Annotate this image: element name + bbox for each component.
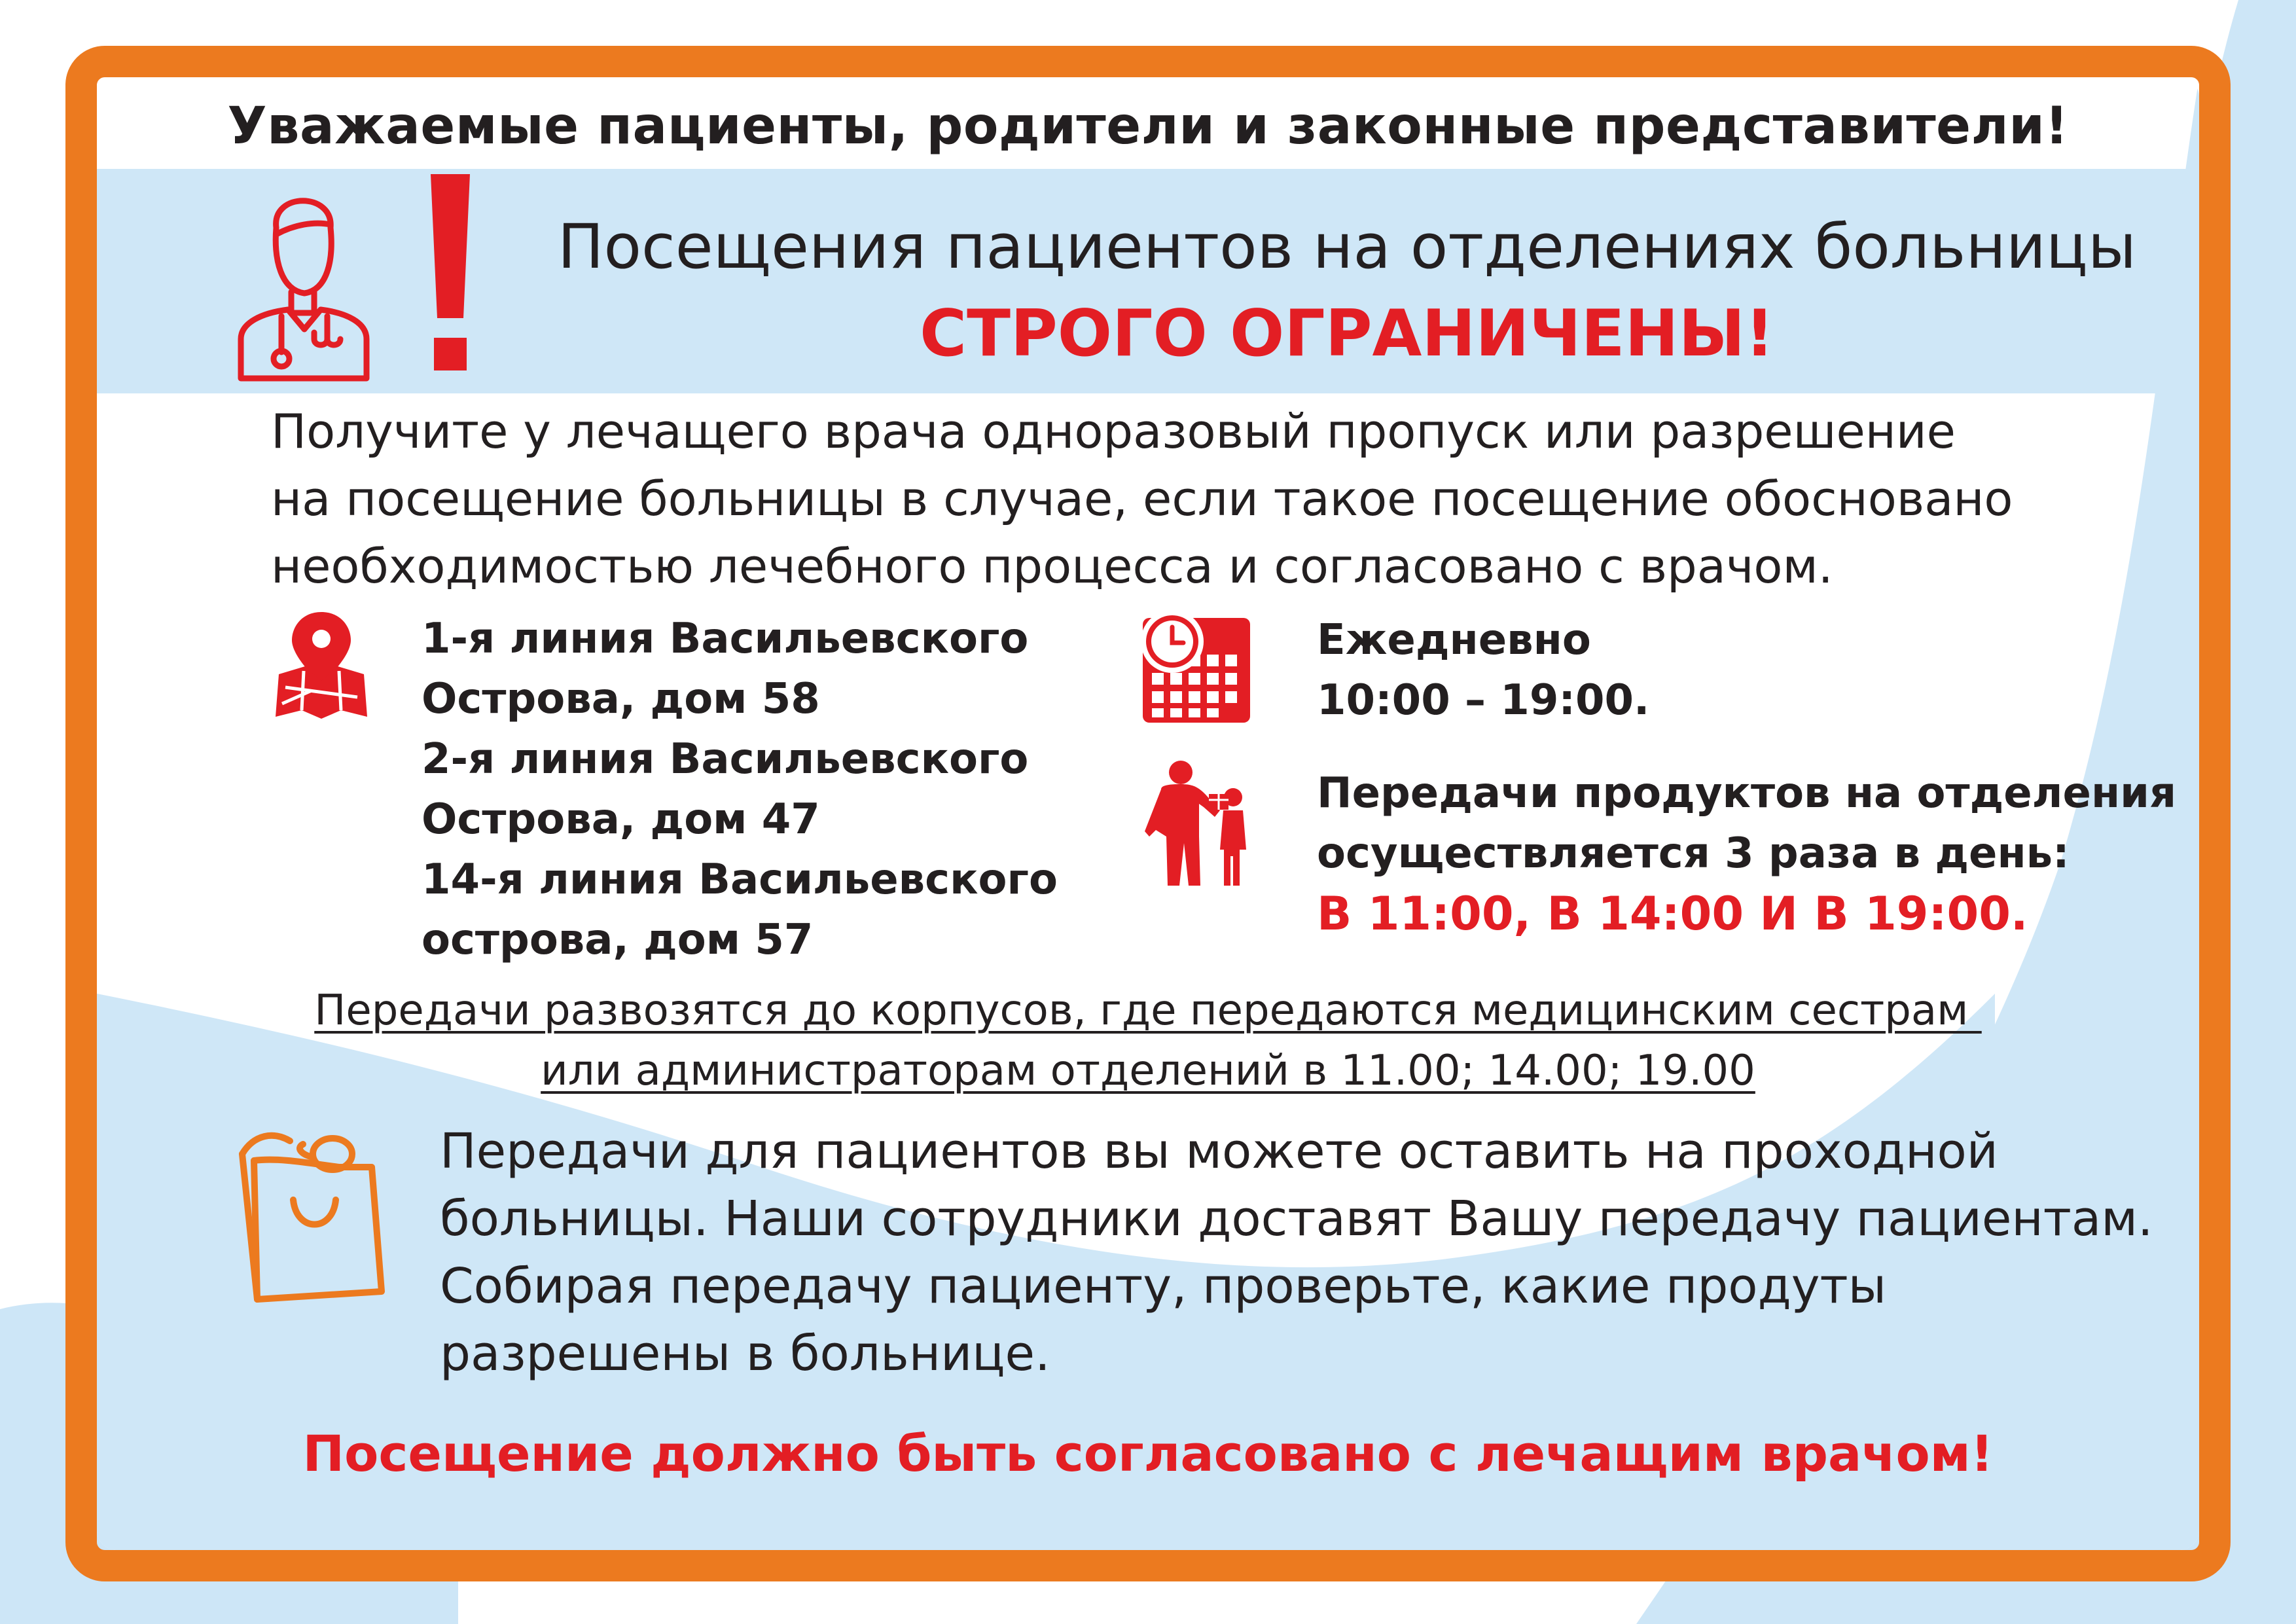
footer-warning: Посещение должно быть согласовано с лечащим врачом!: [302, 1424, 1994, 1483]
bag-note: [440, 1118, 2199, 1388]
deliveries-line: осуществляется 3 раза в день:: [1317, 829, 2070, 878]
bag-note-line: разрешены в больнице.: [440, 1326, 1050, 1382]
address-line: Острова, дом 58: [422, 675, 820, 723]
deliveries-block: [1317, 763, 2187, 944]
greeting-heading: Уважаемые пациенты, родители и законные представители!: [227, 97, 2069, 156]
underlined-note-line: или администраторам отделений в 11.00; 14.00; 19.00: [541, 1047, 1755, 1095]
bag-note-line: больницы. Наши сотрудники доставят Вашу передачу пациентам.: [440, 1191, 2153, 1247]
address-line: острова, дом 57: [422, 916, 814, 964]
bag-note-line: Собирая передачу пациенту, проверьте, какие продуты: [440, 1258, 1887, 1314]
calendar-clock-icon: [1136, 609, 1254, 727]
bag-note-line: Передачи для пациентов вы можете оставить на проходной: [440, 1123, 1998, 1180]
address-line: 14-я линия Васильевского: [422, 856, 1058, 904]
headline-visits: Посещения пациентов на отделениях больницы: [557, 211, 2137, 283]
intro-line: на посещение больницы в случае, если такое посещение обосновано: [271, 471, 2013, 526]
address-line: 2-я линия Васильевского: [422, 735, 1029, 784]
doctor-icon: [236, 175, 373, 385]
shopping-bag-icon: [234, 1128, 391, 1305]
underlined-note-line: Передачи развозятся до корпусов, где передаются медицинским сестрам: [314, 986, 1982, 1035]
handing-package-icon: [1141, 758, 1253, 889]
deliveries-line: Передачи продуктов на отделения: [1317, 769, 2177, 818]
content-panel: [97, 77, 2199, 1550]
intro-line: необходимостью лечебного процесса и согласовано с врачом.: [271, 539, 1833, 594]
underlined-note: [97, 981, 2199, 1101]
intro-paragraph: [271, 398, 2169, 600]
delivery-times: В 11:00, В 14:00 И В 19:00.: [1317, 887, 2028, 941]
schedule-block: [1317, 610, 2168, 731]
map-pin-icon: [272, 609, 370, 720]
exclamation-icon: [424, 174, 476, 377]
schedule-days: Ежедневно: [1317, 616, 1591, 664]
headline-restricted: СТРОГО ОГРАНИЧЕНЫ!: [920, 297, 1774, 371]
schedule-hours: 10:00 – 19:00.: [1317, 676, 1650, 725]
address-list: [422, 609, 1128, 970]
intro-line: Получите у лечащего врача одноразовый пропуск или разрешение: [271, 404, 1956, 459]
address-line: 1-я линия Васильевского: [422, 615, 1029, 663]
address-line: Острова, дом 47: [422, 795, 820, 844]
